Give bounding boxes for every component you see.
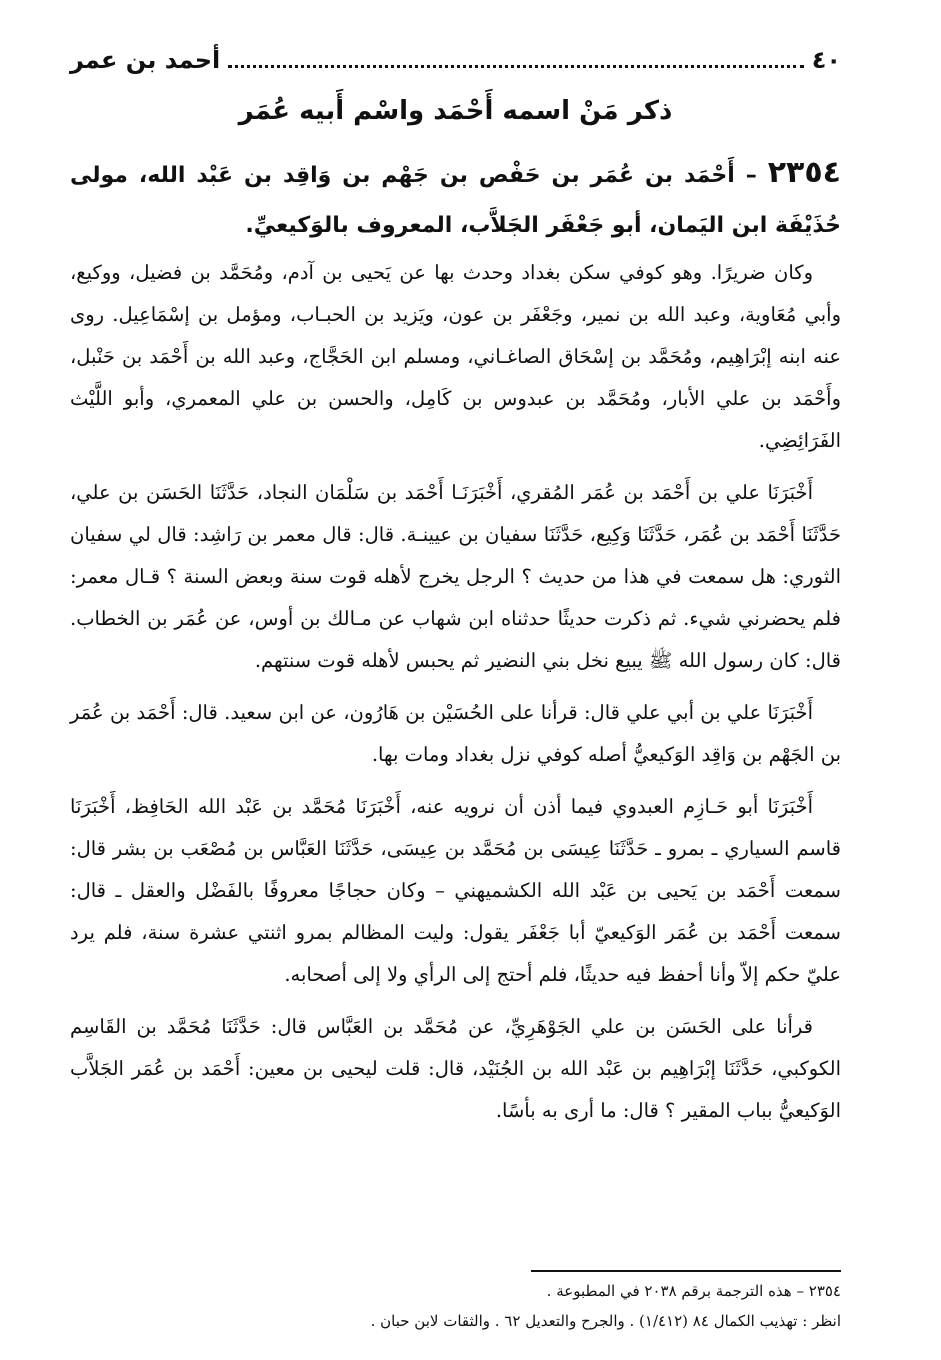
entry-heading-text: – أَحْمَد بن عُمَر بن حَفْص بن جَهْم بن وَاقِد بن عَبْد الله، مولى حُذَيْفَة ابن اليَمان، أبو جَعْفَر الجَلاَّب، المعروف بالوَكيعيِّ. [70,163,841,238]
footnote-line: ٢٣٥٤ – هذه الترجمة برقم ٢٠٣٨ في المطبوعة . [546,1282,841,1300]
paragraph-narration-3: أَخْبَرَنَا أبو حَـازِم العبدوي فيما أذن أن نرويه عنه، أَخْبَرَنَا مُحَمَّد بن عَبْد الله الحَافِظ، أَخْبَرَنَا قاسم السياري ـ بمرو ـ حَدَّثَنَا عِيسَى بن مُحَمَّد بن عِيسَى، حَدَّثَنَا العَبَّاس بن مُصْعَب بن بشر قال: سمعت أَحْمَد بن يَحيى بن عَبْد الله الكشميهني – وكان حجاجًا معروفًا بالفَضْل والعقل ـ قال: سمعت أَحْمَد بن عُمَر الوَكيعيّ أبا جَعْفَر يقول: وليت المظالم بمرو اثنتي عشرة سنة، فلم يرد عليّ حكم إلاّ وأنا أحفظ فيه حديثًا، فلم أحتج إلى الرأي ولا إلى أصحابه. [70,795,841,986]
paragraph-narration-1: أَخْبَرَنَا علي بن أَحْمَد بن عُمَر المُقري، أَخْبَرَنَـا أَحْمَد بن سَلْمَان النجاد، حَدَّثَنَا الحَسَن بن علي، حَدَّثَنَا أَحْمَد بن عُمَر، حَدَّثَنَا وَكِيع، حَدَّثَنَا سفيان بن عيينـة. قال: قال معمر بن رَاشِد: قال لي سفيان الثوري: هل سمعت في هذا من حديث ؟ الرجل يخرج لأهله قوت سنة وبعض السنة ؟ قـال معمر: فلم يحضرني شيء. ثم ذكرت حديثًا حدثناه ابن شهاب عن مـالك بن أوس، عن عُمَر بن الخطاب. قال: كان رسول الله ﷺ يبيع نخل بني النضير ثم يحبس لأهله قوت سنتهم. [70,481,841,672]
entry-number: ٢٣٥٤ [767,155,841,190]
page-header [70,40,841,80]
page-number: ٤٠ [811,46,841,74]
header-dotted-leader [228,65,803,68]
document-page [70,0,841,1360]
running-title: أحمد بن عمر [70,46,221,74]
paragraph-narration-2: أَخْبَرَنَا علي بن أبي علي قال: قرأنا على الحُسَيْن بن هَارُون، عن ابن سعيد. قال: أَحْمَد بن عُمَر بن الجَهْم بن وَاقِد الوَكيعيُّ أصله كوفي نزل بغداد ومات بها. [70,701,841,766]
footnotes [70,1276,841,1336]
entry-heading [70,148,841,251]
body-text [70,252,841,1132]
footnote-separator [531,1270,841,1272]
section-title: ذكر مَنْ اسمه أَحْمَد واسْم أَبيه عُمَر [238,96,673,126]
paragraph-narration-4: قرأنا على الحَسَن بن علي الجَوْهَرِيِّ، عن مُحَمَّد بن العَبَّاس قال: حَدَّثَنَا مُحَمَّد بن القَاسِم الكوكبي، حَدَّثَنَا إبْرَاهِيم بن عَبْد الله بن الجُنَيْد، قال: قلت ليحيى بن معين: أَحْمَد بن عُمَر الجَلاَّب الوَكيعيُّ بباب المقير ؟ قال: ما أرى به بأسًا. [70,1015,841,1122]
footnote-line: انظر : تهذيب الكمال ٨٤ (١/٤١٢) . والجرح والتعديل ٦٢ . والثقات لابن حبان . [370,1312,841,1330]
paragraph-biography: وكان ضريرًا. وهو كوفي سكن بغداد وحدث بها عن يَحيى بن آدم، ومُحَمَّد بن فضيل، ووكيع، وأبي مُعَاوية، وعبد الله بن نمير، وجَعْفَر بن عون، ويَزيد بن الحبـاب، ومؤمل بن إسْمَاعِيل. روى عنه ابنه إبْرَاهِيم، ومُحَمَّد بن إسْحَاق الصاغـاني، ومسلم ابن الحَجَّاج، وعبد الله بن أَحْمَد بن حَنْبل، وأَحْمَد بن علي الأبار، ومُحَمَّد بن عبدوس بن كَامِل، والحسن بن علي المعمري، وأبو اللَّيْث الفَرَائِضِي. [70,261,841,452]
